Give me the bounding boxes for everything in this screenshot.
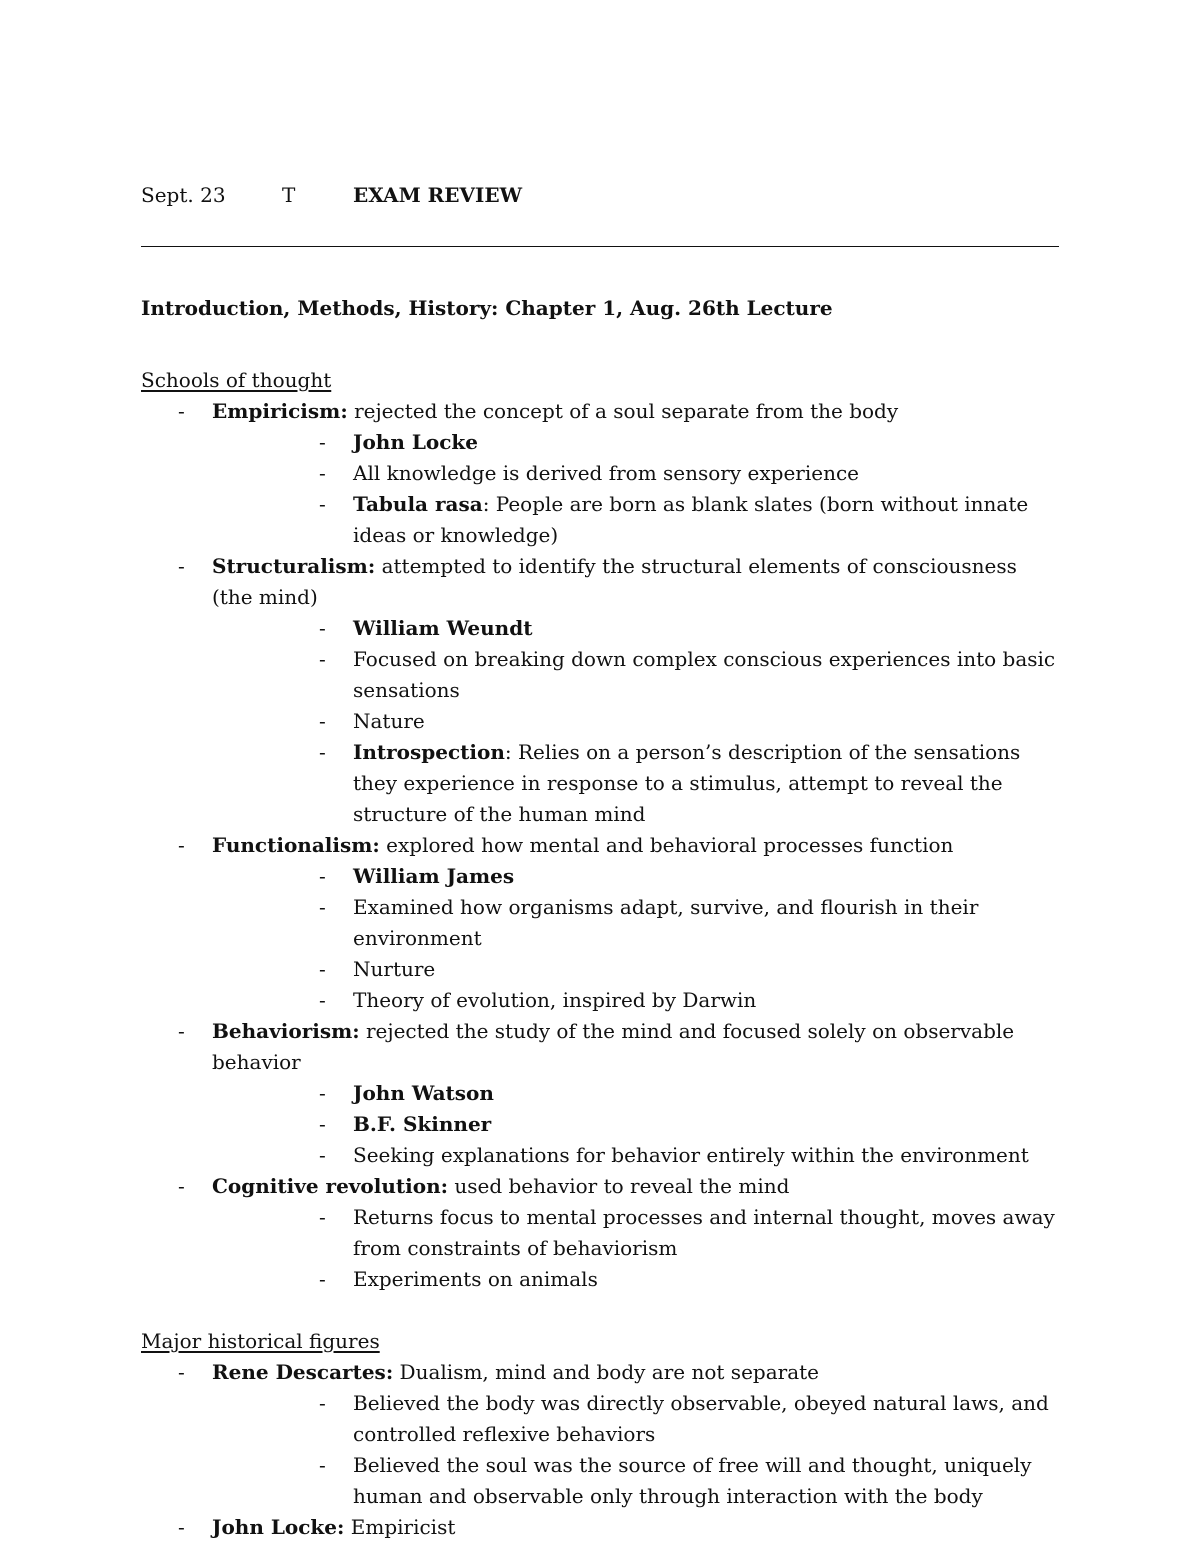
bullet-dash-icon: - <box>319 616 326 640</box>
sub-list <box>212 1202 1061 1295</box>
sub-list-item <box>212 427 1061 458</box>
schools-list <box>141 396 1061 1295</box>
sub-item-term: Introspection <box>353 740 505 764</box>
bullet-dash-icon: - <box>319 1081 326 1105</box>
sub-list-item <box>212 892 1061 954</box>
sub-item-term: Tabula rasa <box>353 492 483 516</box>
bullet-dash-icon: - <box>319 1267 326 1291</box>
bullet-dash-icon: - <box>319 1112 326 1136</box>
bullet-dash-icon: - <box>178 399 185 423</box>
list-item <box>141 551 1061 830</box>
item-term: Cognitive revolution <box>212 1174 441 1198</box>
schools-heading: Schools of thought <box>141 368 332 392</box>
sub-item-text: Experiments on animals <box>353 1267 598 1291</box>
bullet-dash-icon: - <box>178 1360 185 1384</box>
bullet-dash-icon: - <box>319 740 326 764</box>
item-term: Empiricism <box>212 399 341 423</box>
list-item <box>141 1016 1061 1171</box>
list-item <box>141 396 1061 551</box>
sub-item-term: John Locke <box>353 430 479 454</box>
bullet-dash-icon: - <box>178 1019 185 1043</box>
sub-list-item <box>212 861 1061 892</box>
item-description: Dualism, mind and body are not separate <box>393 1360 819 1384</box>
bullet-dash-icon: - <box>319 988 326 1012</box>
schools-section <box>141 365 1061 1295</box>
sub-list-item <box>212 1264 1061 1295</box>
sub-item-text: : Relies on a person’s description of the sensations they experience in response to a stimulus, attempt to reveal the structure of the human mind <box>353 740 1021 826</box>
sub-list <box>212 861 1061 1016</box>
bullet-dash-icon: - <box>319 957 326 981</box>
header-date: Sept. 23 <box>141 183 226 207</box>
sub-item-text: Theory of evolution, inspired by Darwin <box>353 988 757 1012</box>
item-description: rejected the study of the mind and focused solely on observable behavior <box>212 1019 1015 1074</box>
bullet-dash-icon: - <box>319 1391 326 1415</box>
sub-item-text: Examined how organisms adapt, survive, and flourish in their environment <box>353 895 979 950</box>
bullet-dash-icon: - <box>178 554 185 578</box>
item-description: rejected the concept of a soul separate from the body <box>347 399 899 423</box>
horizontal-rule <box>141 246 1059 247</box>
item-description: used behavior to reveal the mind <box>448 1174 790 1198</box>
bullet-dash-icon: - <box>319 430 326 454</box>
figures-heading: Major historical figures <box>141 1329 380 1353</box>
sub-list-item <box>212 737 1061 830</box>
bullet-dash-icon: - <box>319 647 326 671</box>
sub-list-item <box>212 1109 1061 1140</box>
sub-item-term: B.F. Skinner <box>353 1112 492 1136</box>
header-day: T <box>282 183 296 207</box>
sub-list-item <box>212 706 1061 737</box>
list-item <box>141 830 1061 1016</box>
sub-list-item <box>212 458 1061 489</box>
bullet-dash-icon: - <box>319 492 326 516</box>
item-term-separator: : <box>367 554 376 578</box>
sub-item-term: John Watson <box>353 1081 494 1105</box>
item-description: Empiricist <box>344 1515 456 1539</box>
sub-list-item <box>212 1202 1061 1264</box>
list-item <box>141 1171 1061 1295</box>
sub-item-text: Returns focus to mental processes and internal thought, moves away from constraints of behaviorism <box>353 1205 1055 1260</box>
sub-list-item <box>212 644 1061 706</box>
sub-list-item <box>212 954 1061 985</box>
sub-item-text: : People are born as blank slates (born without innate ideas or knowledge) <box>353 492 1029 547</box>
item-term: Rene Descartes <box>212 1360 386 1384</box>
sub-item-text: Believed the body was directly observable, obeyed natural laws, and controlled reflexive behaviors <box>353 1391 1049 1446</box>
sub-item-text: Nature <box>353 709 425 733</box>
sub-list-item <box>212 985 1061 1016</box>
item-term-separator: : <box>337 1515 345 1539</box>
sub-item-term: William James <box>353 864 515 888</box>
bullet-dash-icon: - <box>178 1515 185 1539</box>
sub-list-item <box>212 1388 1061 1450</box>
header-title: EXAM REVIEW <box>353 183 523 207</box>
item-description: attempted to identify the structural elements of consciousness (the mind) <box>212 554 1017 609</box>
figures-list <box>141 1357 1061 1543</box>
item-term: Functionalism <box>212 833 373 857</box>
sub-item-text: Nurture <box>353 957 436 981</box>
bullet-dash-icon: - <box>319 864 326 888</box>
sub-list <box>212 427 1061 551</box>
item-term-separator: : <box>440 1174 448 1198</box>
bullet-dash-icon: - <box>178 1174 185 1198</box>
sub-list-item <box>212 613 1061 644</box>
item-term-separator: : <box>352 1019 360 1043</box>
figures-section <box>141 1326 1061 1543</box>
sub-list-item <box>212 1078 1061 1109</box>
bullet-dash-icon: - <box>319 1143 326 1167</box>
sub-item-text: Believed the soul was the source of free will and thought, uniquely human and observable only through interaction with the body <box>353 1453 1032 1508</box>
section-title: Introduction, Methods, History: Chapter 1, Aug. 26th Lecture <box>141 296 833 320</box>
sub-list-item <box>212 1140 1061 1171</box>
sub-list-item <box>212 1450 1061 1512</box>
sub-item-term: William Weundt <box>353 616 533 640</box>
item-term: Behaviorism <box>212 1019 353 1043</box>
item-term-separator: : <box>385 1360 394 1384</box>
list-item <box>141 1512 1061 1543</box>
bullet-dash-icon: - <box>178 833 185 857</box>
bullet-dash-icon: - <box>319 461 326 485</box>
list-item <box>141 1357 1061 1512</box>
sub-list <box>212 613 1061 830</box>
bullet-dash-icon: - <box>319 1205 326 1229</box>
bullet-dash-icon: - <box>319 895 326 919</box>
item-description: explored how mental and behavioral processes function <box>379 833 954 857</box>
sub-item-text: Focused on breaking down complex conscious experiences into basic sensations <box>353 647 1056 702</box>
sub-list <box>212 1388 1061 1512</box>
item-term-separator: : <box>340 399 348 423</box>
sub-item-text: Seeking explanations for behavior entirely within the environment <box>353 1143 1029 1167</box>
item-term: John Locke <box>212 1515 338 1539</box>
sub-list <box>212 1078 1061 1171</box>
item-term: Structuralism <box>212 554 368 578</box>
item-term-separator: : <box>372 833 380 857</box>
bullet-dash-icon: - <box>319 1453 326 1477</box>
document-body <box>141 293 1061 1543</box>
sub-item-text: All knowledge is derived from sensory experience <box>353 461 859 485</box>
bullet-dash-icon: - <box>319 709 326 733</box>
sub-list-item <box>212 489 1061 551</box>
